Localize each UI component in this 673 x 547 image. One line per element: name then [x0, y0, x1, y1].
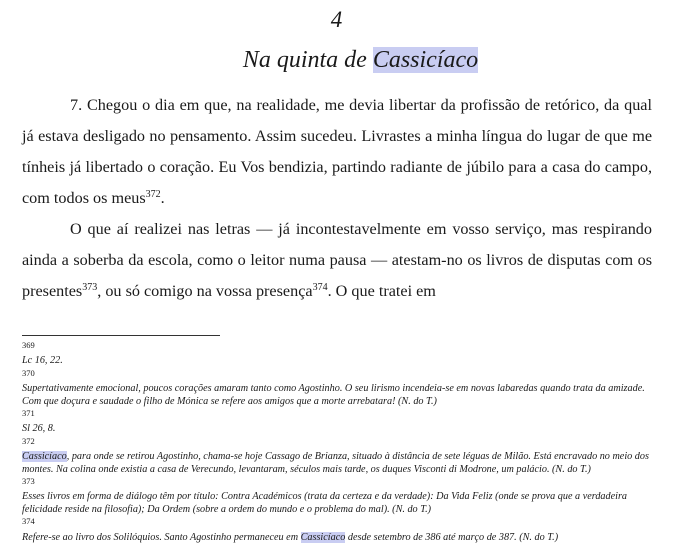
footnote-372	[22, 435, 652, 476]
footnote-text-after: desde setembro de 386 até março de 387. (N. do T.)	[345, 531, 559, 543]
footnote-place-highlighted: Cassicíaco	[22, 451, 67, 463]
p1-text: 7. Chegou o dia em que, na realidade, me devia libertar da profissão de retórico, da qual já estava desligado no pensamento. Assim sucedeu. Livrastes a minha língua do lugar de que me tínheis já libertado o coração. Eu Vos bendizia, partindo radiante de júbilo para a casa do campo, com todos os meus	[22, 96, 652, 207]
footnote-text: Lc 16, 22.	[22, 355, 63, 367]
footnote-text: Supertativamente emocional, poucos corações amaram tanto como Agostinho. O seu lirismo incendeia-se em novas labaredas quando trata da amizade. Com que doçura e saudade o filho de Mónica se refere aos amigos que a morte arrebatara! (N. do T.)	[22, 383, 645, 407]
footnote-text	[22, 532, 652, 544]
p2-text-a: O que aí realizei nas letras — já incontestavelmente em vosso serviço, mas respirando ainda a soberba da escola, como o leitor numa pausa — atestam-no os livros de disputas com os presentes	[22, 220, 652, 300]
footnote-number: 369	[22, 340, 35, 350]
footnote-370	[22, 367, 652, 408]
footnote-number: 374	[22, 516, 35, 527]
footnote-number: 373	[22, 476, 35, 487]
footnote-371	[22, 408, 652, 436]
p2-text-b: , ou só comigo na vossa presença	[97, 282, 313, 300]
footnote-number: 370	[22, 367, 35, 378]
paragraph-2	[22, 214, 652, 307]
chapter-title-place-highlighted: Cassicíaco	[372, 47, 479, 73]
footnote-number: 371	[22, 408, 35, 419]
footnote-place-highlighted: Cassicíaco	[300, 531, 346, 543]
chapter-title	[0, 45, 673, 75]
paragraph-1	[22, 90, 652, 214]
chapter-title-prefix: Na quinta de	[242, 47, 373, 73]
footnote-text	[22, 451, 652, 476]
footnote-ref-372[interactable]: 372	[145, 189, 161, 200]
footnote-369	[22, 340, 652, 368]
footnote-ref-373[interactable]: 373	[82, 282, 98, 293]
p1-end: .	[160, 189, 165, 207]
footnote-number: 372	[22, 435, 35, 446]
footnote-text: Esses livros em forma de diálogo têm por título: Contra Académicos (trata da certeza e da verdade): Da Vida Feliz (onde se prova que a verdadeira felicidade reside na filosofia); Da Ordem (sobre a ordem do mundo e o problema do mal). (N. do T.)	[22, 491, 628, 515]
footnotes	[22, 340, 652, 547]
p2-text-c: . O que tratei em	[327, 282, 436, 300]
footnote-text-rest: , para onde se retirou Agostinho, chama-se hoje Cassago de Brianza, situado à distância de sete léguas de Milão. Está encravado no meio dos montes. Na colina onde existia a casa de Verecundo, levantaram, séculos mais tarde, os duques Visconti di Modrone, um palácio. (N. do T.)	[22, 451, 649, 475]
footnote-ref-374[interactable]: 374	[312, 282, 328, 293]
footnote-divider	[22, 335, 220, 336]
footnote-374	[22, 516, 652, 544]
footnote-373	[22, 476, 652, 516]
footnote-text-before: Refere-se ao livro dos Solilóquios. Santo Agostinho permaneceu em	[22, 531, 301, 543]
body-text	[22, 90, 652, 307]
footnote-text: Sl 26, 8.	[22, 423, 56, 435]
chapter-number: 4	[330, 7, 343, 32]
